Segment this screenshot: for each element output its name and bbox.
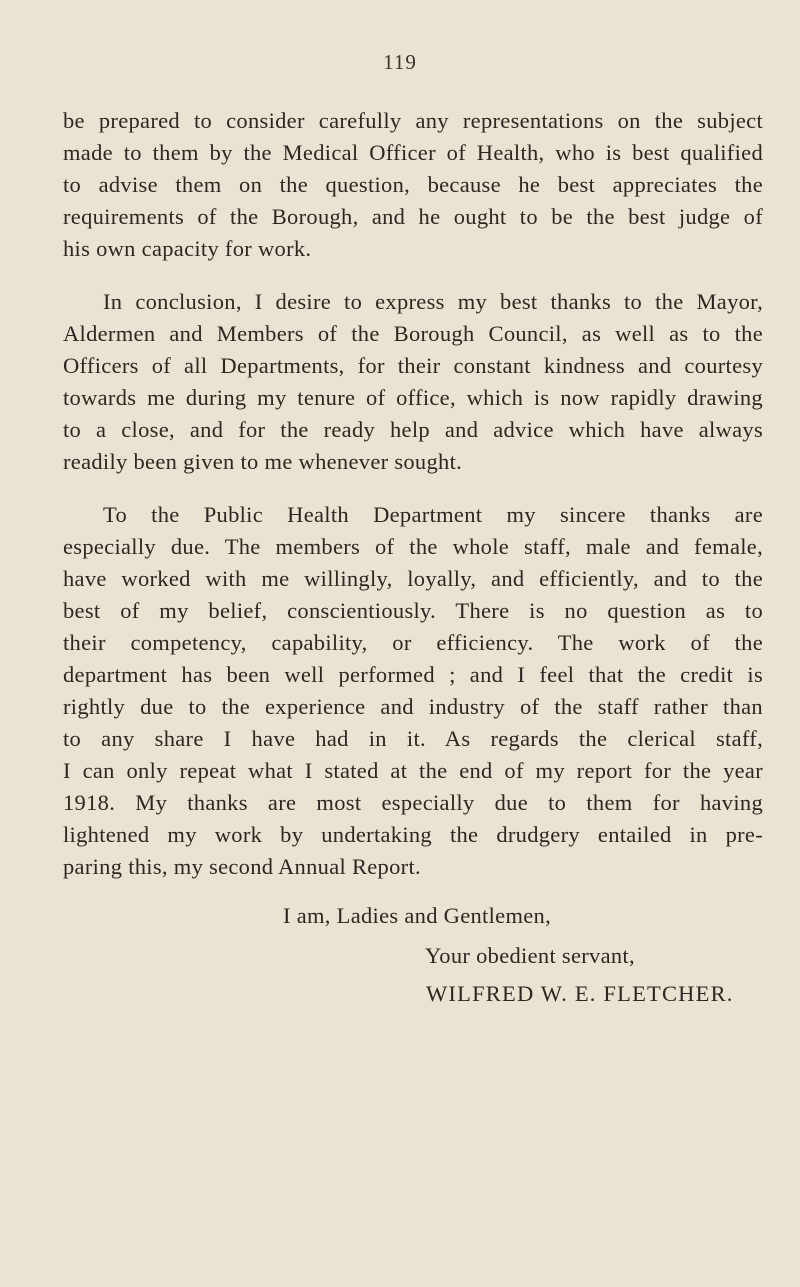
page-number: 119 bbox=[383, 50, 417, 74]
paragraph-1-line-2: made to them by the Medical Officer of Health, who is best qualified bbox=[63, 140, 763, 165]
paragraph-1-line-5: his own capacity for work. bbox=[63, 236, 312, 261]
paragraph-1-line-3: to advise them on the question, because he best appreciates the bbox=[63, 172, 763, 197]
signature: WILFRED W. E. FLETCHER. bbox=[426, 981, 734, 1006]
paragraph-3-line-11: lightened my work by undertaking the drudgery entailed in pre- bbox=[63, 822, 763, 847]
paragraph-2-line-5: to a close, and for the ready help and advice which have always bbox=[63, 417, 763, 442]
paragraph-3-line-2: especially due. The members of the whole staff, male and female, bbox=[63, 534, 763, 559]
paragraph-3-line-5: their competency, capability, or efficiency. The work of the bbox=[63, 630, 763, 655]
paragraph-3-line-1: To the Public Health Department my sincere thanks are bbox=[103, 502, 763, 527]
paragraph-3-line-7: rightly due to the experience and industry of the staff rather than bbox=[63, 694, 763, 719]
paragraph-3-line-4: best of my belief, conscientiously. There is no question as to bbox=[63, 598, 763, 623]
paragraph-1-line-4: requirements of the Borough, and he ought to be the best judge of bbox=[63, 204, 763, 229]
paragraph-2-line-2: Aldermen and Members of the Borough Council, as well as to the bbox=[63, 321, 763, 346]
paragraph-2-line-6: readily been given to me whenever sought. bbox=[63, 449, 463, 474]
paragraph-3-line-8: to any share I have had in it. As regards the clerical staff, bbox=[63, 726, 763, 751]
paragraph-3-line-10: 1918. My thanks are most especially due to them for having bbox=[63, 790, 763, 815]
paragraph-3-line-3: have worked with me willingly, loyally, and efficiently, and to the bbox=[63, 566, 763, 591]
paragraph-2-line-1: In conclusion, I desire to express my best thanks to the Mayor, bbox=[103, 289, 763, 314]
paragraph-2-line-3: Officers of all Departments, for their constant kindness and courtesy bbox=[63, 353, 763, 378]
paragraph-3-line-6: department has been well performed ; and I feel that the credit is bbox=[63, 662, 763, 687]
closing-valediction: Your obedient servant, bbox=[425, 943, 635, 968]
closing-salutation: I am, Ladies and Gentlemen, bbox=[283, 903, 552, 928]
paragraph-2-line-4: towards me during my tenure of office, which is now rapidly drawing bbox=[63, 385, 763, 410]
paragraph-3-line-12: paring this, my second Annual Report. bbox=[63, 854, 421, 879]
paragraph-1-line-1: be prepared to consider carefully any representations on the subject bbox=[63, 108, 763, 133]
paragraph-3-line-9: I can only repeat what I stated at the end of my report for the year bbox=[63, 758, 763, 783]
